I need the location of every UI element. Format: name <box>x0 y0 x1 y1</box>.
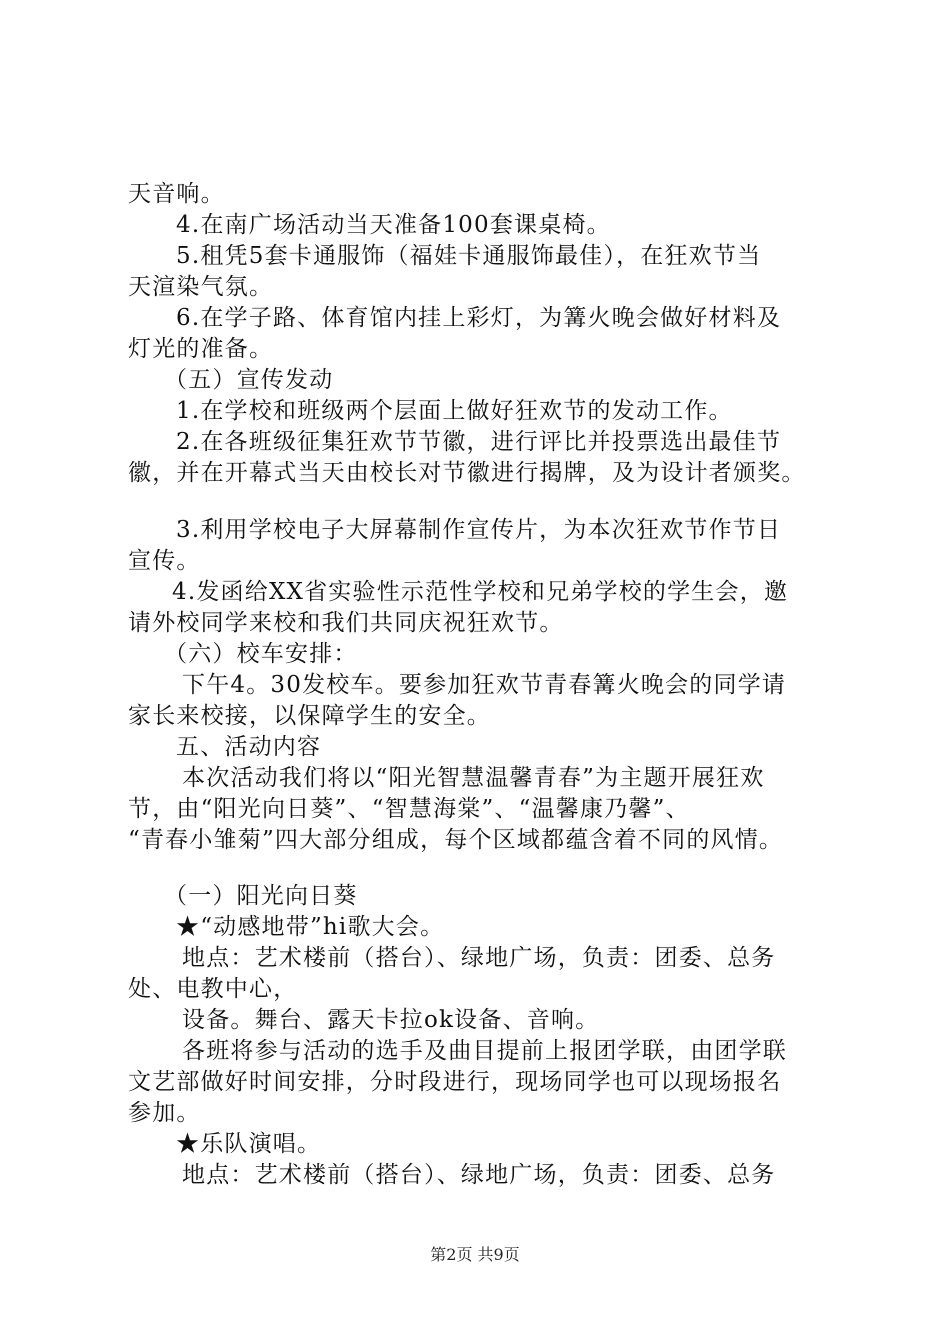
text-line: 3.利用学校电子大屏幕制作宣传片，为本次狂欢节作节日 <box>176 517 782 543</box>
section-heading: （一）阳光向日葵 <box>164 883 358 909</box>
text-line: 天音响。 <box>128 181 225 207</box>
text-line: “青春小雏菊”四大部分组成，每个区域都蕴含着不同的风情。 <box>128 827 784 853</box>
text-line: 请外校同学来校和我们共同庆祝狂欢节。 <box>128 610 564 636</box>
text-line: 文艺部做好时间安排，分时段进行，现场同学也可以现场报名 <box>128 1069 782 1095</box>
text-line: 2.在各班级征集狂欢节节徽，进行评比并投票选出最佳节 <box>176 429 782 455</box>
text-line: 5.租凭5套卡通服饰（福娃卡通服饰最佳），在狂欢节当 <box>176 243 762 269</box>
text-line: 处、电教中心， <box>128 976 298 1002</box>
text-line: 4.在南广场活动当天准备100套课桌椅。 <box>176 212 611 238</box>
text-line: 设备。舞台、露天卡拉ok设备、音响。 <box>182 1007 600 1033</box>
text-line: 各班将参与活动的选手及曲目提前上报团学联，由团学联 <box>182 1038 787 1064</box>
text-line: 灯光的准备。 <box>128 336 274 362</box>
text-line: 1.在学校和班级两个层面上做好狂欢节的发动工作。 <box>176 398 733 424</box>
text-line: 地点：艺术楼前（搭台）、绿地广场，负责：团委、总务 <box>182 945 776 971</box>
text-line: 徽，并在开幕式当天由校长对节徽进行揭牌，及为设计者颁奖。 <box>128 460 806 486</box>
text-line: ★“动感地带”hi歌大会。 <box>176 914 445 940</box>
text-line: 天渲染气氛。 <box>128 274 274 300</box>
text-line: ★乐队演唱。 <box>176 1131 322 1157</box>
text-line: 地点：艺术楼前（搭台）、绿地广场，负责：团委、总务 <box>182 1162 776 1188</box>
section-heading: （六）校车安排： <box>164 641 358 667</box>
text-line: 6.在学子路、体育馆内挂上彩灯，为篝火晚会做好材料及 <box>176 305 782 331</box>
text-line: 宣传。 <box>128 548 201 574</box>
page-number-footer: 第2页 共9页 <box>430 1245 520 1264</box>
text-line: 本次活动我们将以“阳光智慧温馨青春”为主题开展狂欢 <box>182 765 765 791</box>
text-line: 节，由“阳光向日葵”、“智慧海棠”、“温馨康乃馨”、 <box>128 796 690 822</box>
section-heading: （五）宣传发动 <box>164 367 334 393</box>
text-line: 4.发函给XX省实验性示范性学校和兄弟学校的学生会，邀 <box>172 579 789 605</box>
text-line: 参加。 <box>128 1100 201 1126</box>
text-line: 下午4。30发校车。要参加狂欢节青春篝火晚会的同学请 <box>182 672 787 698</box>
text-line: 家长来校接，以保障学生的安全。 <box>128 703 491 729</box>
section-heading: 五、活动内容 <box>176 734 322 760</box>
